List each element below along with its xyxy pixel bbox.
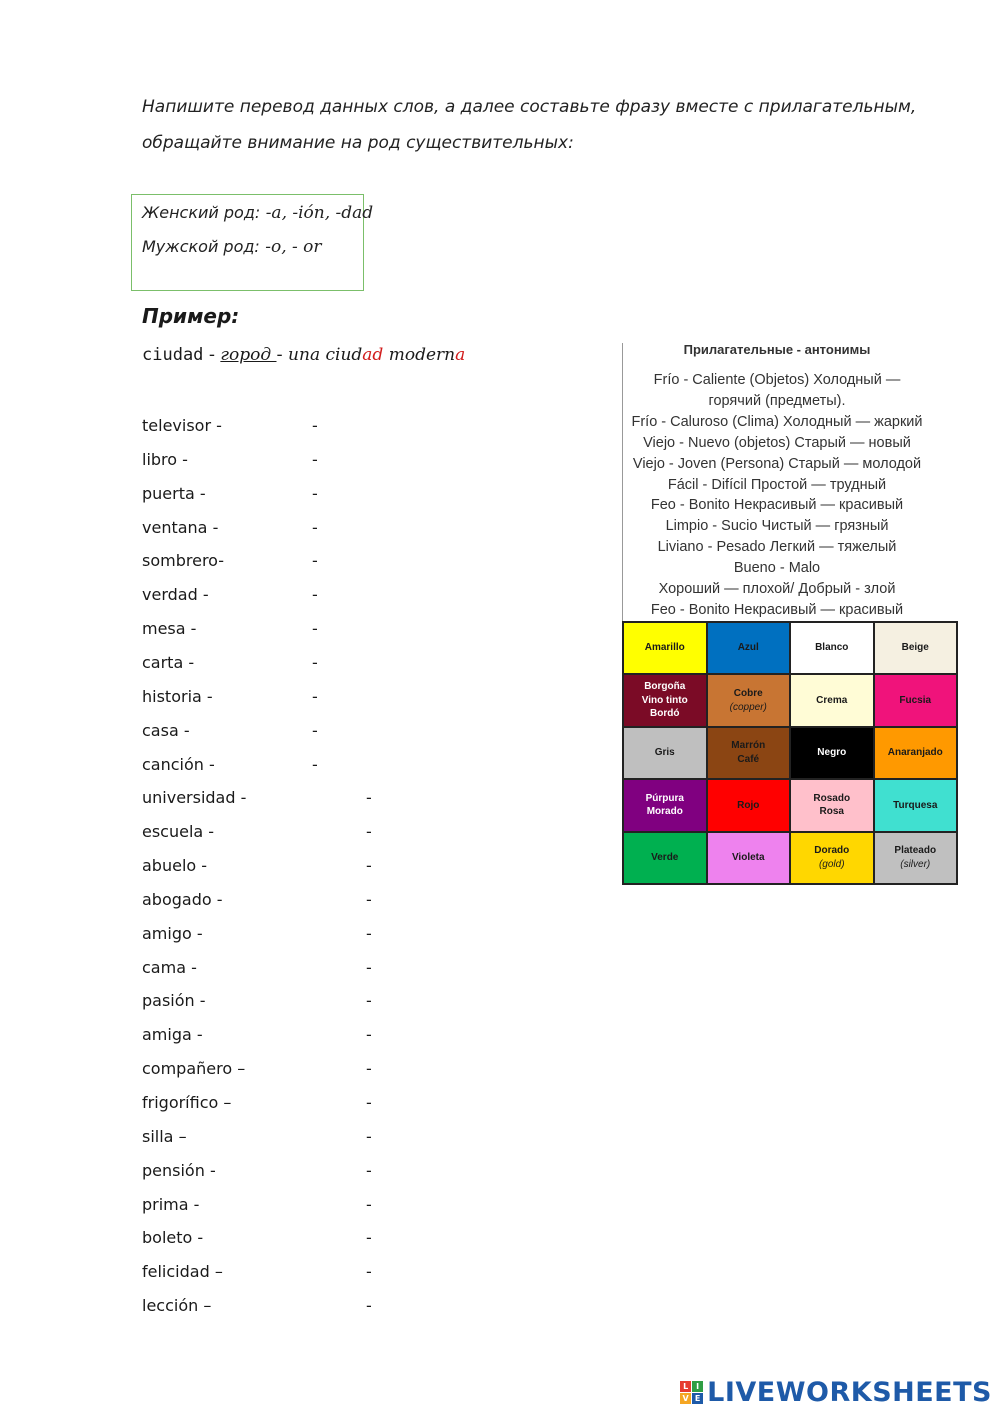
answer-dash: - — [366, 856, 372, 875]
word-label: casa - — [142, 721, 190, 740]
answer-dash: - — [366, 1127, 372, 1146]
word-label: ventana - — [142, 518, 219, 537]
antonym-line: Frío - Caluroso (Clima) Холодный — жаркий — [631, 414, 923, 430]
example-separator-2: - — [276, 345, 289, 365]
answer-dash: - — [366, 788, 372, 807]
color-name: Cobre — [733, 688, 763, 700]
color-swatch — [707, 674, 791, 726]
color-name: Gris — [654, 747, 675, 759]
answer-dash: - — [312, 484, 318, 503]
color-name: Rosado — [813, 792, 851, 804]
answer-dash: - — [312, 450, 318, 469]
color-name: Rosa — [819, 806, 844, 818]
word-label: silla – — [142, 1127, 187, 1146]
word-label: prima - — [142, 1195, 200, 1214]
color-swatch — [707, 727, 791, 779]
word-label: compañero – — [142, 1059, 246, 1078]
answer-dash: - — [312, 551, 318, 570]
color-name: Anaranjado — [887, 747, 943, 759]
example-separator: - — [203, 345, 221, 365]
antonym-line: Feo - Bonito Некрасивый — красивый — [650, 497, 904, 513]
answer-dash: - — [366, 924, 372, 943]
example-phrase-ending: ad — [362, 345, 384, 365]
example-word: ciudad — [142, 345, 204, 365]
antonym-line: Liviano - Pesado Легкий — тяжелый — [657, 539, 897, 555]
word-label: felicidad – — [142, 1262, 223, 1281]
word-label: boleto - — [142, 1228, 204, 1247]
color-name: Turquesa — [893, 799, 938, 811]
color-name: Plateado — [894, 845, 937, 857]
word-label: televisor - — [142, 416, 222, 435]
instruction-line-1: Напишите перевод данных слов, а далее составьте фразу вместе с прилагательным, — [142, 97, 917, 117]
color-name: Púrpura — [645, 792, 684, 804]
answer-dash: - — [366, 1025, 372, 1044]
color-swatch — [623, 727, 707, 779]
liveworksheets-logo — [680, 1377, 992, 1408]
color-name: Bordó — [650, 708, 680, 720]
answer-dash: - — [366, 991, 372, 1010]
color-swatch — [707, 622, 791, 674]
answer-dash: - — [312, 653, 318, 672]
answer-dash: - — [366, 890, 372, 909]
color-translation: (silver) — [900, 858, 931, 870]
color-swatch — [874, 674, 958, 726]
logo-mark-letter: E — [692, 1393, 703, 1404]
word-label: amigo - — [142, 924, 203, 943]
color-name: Negro — [817, 747, 847, 759]
color-swatch — [623, 832, 707, 884]
color-name: Beige — [901, 642, 929, 654]
color-translation: (copper) — [729, 701, 767, 713]
color-swatch — [790, 779, 874, 831]
color-swatch — [623, 622, 707, 674]
example-phrase-ending: a — [455, 345, 466, 365]
color-name: Amarillo — [644, 642, 685, 654]
answer-dash: - — [366, 1228, 372, 1247]
feminine-rule — [142, 203, 373, 223]
example-line — [142, 345, 465, 365]
example-phrase-part: una ciud — [288, 345, 363, 365]
color-name: Borgoña — [644, 681, 686, 693]
color-name: Crema — [816, 694, 848, 706]
answer-dash: - — [312, 416, 318, 435]
word-label: canción - — [142, 755, 215, 774]
color-swatch — [874, 622, 958, 674]
color-name: Café — [737, 753, 760, 765]
color-name: Azul — [737, 642, 759, 654]
logo-mark-letter: V — [680, 1393, 691, 1404]
answer-dash: - — [366, 1093, 372, 1112]
answer-dash: - — [312, 721, 318, 740]
color-swatch — [790, 832, 874, 884]
antonym-line: Feo - Bonito Некрасивый — красивый — [650, 602, 904, 618]
instruction-line-2: обращайте внимание на род существительных: — [142, 133, 574, 153]
color-name: Morado — [646, 806, 683, 818]
color-name: Rojo — [737, 799, 760, 811]
answer-dash: - — [312, 518, 318, 537]
word-label: verdad - — [142, 585, 209, 604]
word-label: cama - — [142, 958, 197, 977]
word-label: libro - — [142, 450, 188, 469]
answer-dash: - — [366, 822, 372, 841]
antonym-line: Хороший — плохой/ Добрый - злой — [658, 581, 896, 597]
example-phrase-part: modern — [383, 345, 456, 365]
answer-dash: - — [366, 1161, 372, 1180]
answer-dash: - — [366, 1296, 372, 1315]
answer-dash: - — [366, 1059, 372, 1078]
color-name: Verde — [651, 852, 679, 864]
word-label: lección – — [142, 1296, 212, 1315]
antonym-line: горячий (предметы). — [708, 393, 846, 409]
word-label: escuela - — [142, 822, 215, 841]
feminine-label: Женский род: — [142, 203, 261, 222]
word-label: universidad - — [142, 788, 247, 807]
word-label: abuelo - — [142, 856, 208, 875]
example-translation: город — [220, 345, 277, 365]
feminine-endings: -a, -ión, -dad — [265, 203, 374, 223]
answer-dash: - — [366, 1262, 372, 1281]
word-label: pasión - — [142, 991, 206, 1010]
answer-dash: - — [312, 619, 318, 638]
word-label: sombrero- — [142, 551, 225, 570]
logo-text: LIVEWORKSHEETS — [707, 1377, 992, 1408]
color-swatch — [874, 779, 958, 831]
color-name: Marrón — [731, 740, 766, 752]
word-label: mesa - — [142, 619, 197, 638]
antonym-line: Bueno - Malo — [733, 560, 821, 576]
color-swatch — [707, 779, 791, 831]
word-label: abogado - — [142, 890, 223, 909]
logo-mark-icon — [680, 1381, 703, 1404]
masculine-rule — [142, 237, 322, 257]
color-swatch — [790, 622, 874, 674]
color-name: Dorado — [814, 845, 850, 857]
color-swatch — [874, 832, 958, 884]
antonym-line: Viejo - Nuevo (objetos) Старый — новый — [643, 435, 911, 451]
logo-mark-letter: I — [692, 1381, 703, 1392]
antonym-line: Limpio - Sucio Чистый — грязный — [665, 518, 889, 534]
word-label: carta - — [142, 653, 195, 672]
color-name: Violeta — [731, 852, 765, 864]
answer-dash: - — [312, 687, 318, 706]
answer-dash: - — [366, 958, 372, 977]
color-swatch — [790, 674, 874, 726]
antonym-line: Fácil - Difícil Простой — трудный — [667, 477, 887, 493]
word-label: frigorífico – — [142, 1093, 232, 1112]
color-grid — [622, 621, 958, 885]
answer-dash: - — [366, 1195, 372, 1214]
color-swatch — [707, 832, 791, 884]
antonym-line: Viejo - Joven (Persona) Старый — молодой — [632, 456, 922, 472]
word-label: pensión - — [142, 1161, 216, 1180]
logo-mark-letter: L — [680, 1381, 691, 1392]
color-name: Vino tinto — [641, 694, 688, 706]
color-name: Fucsia — [899, 694, 932, 706]
color-swatch — [623, 779, 707, 831]
word-label: historia - — [142, 687, 213, 706]
color-swatch — [790, 727, 874, 779]
antonyms-title: Прилагательные - антонимы — [683, 342, 871, 357]
word-label: amiga - — [142, 1025, 203, 1044]
antonym-line: Frío - Caliente (Objetos) Холодный — — [653, 372, 901, 388]
masculine-endings: -o, - or — [265, 237, 322, 257]
masculine-label: Мужской род: — [142, 237, 260, 256]
answer-dash: - — [312, 585, 318, 604]
word-label: puerta - — [142, 484, 206, 503]
color-name: Blanco — [815, 642, 849, 654]
color-swatch — [623, 674, 707, 726]
color-swatch — [874, 727, 958, 779]
answer-dash: - — [312, 755, 318, 774]
color-translation: (gold) — [818, 858, 845, 870]
example-title: Пример: — [142, 304, 240, 328]
